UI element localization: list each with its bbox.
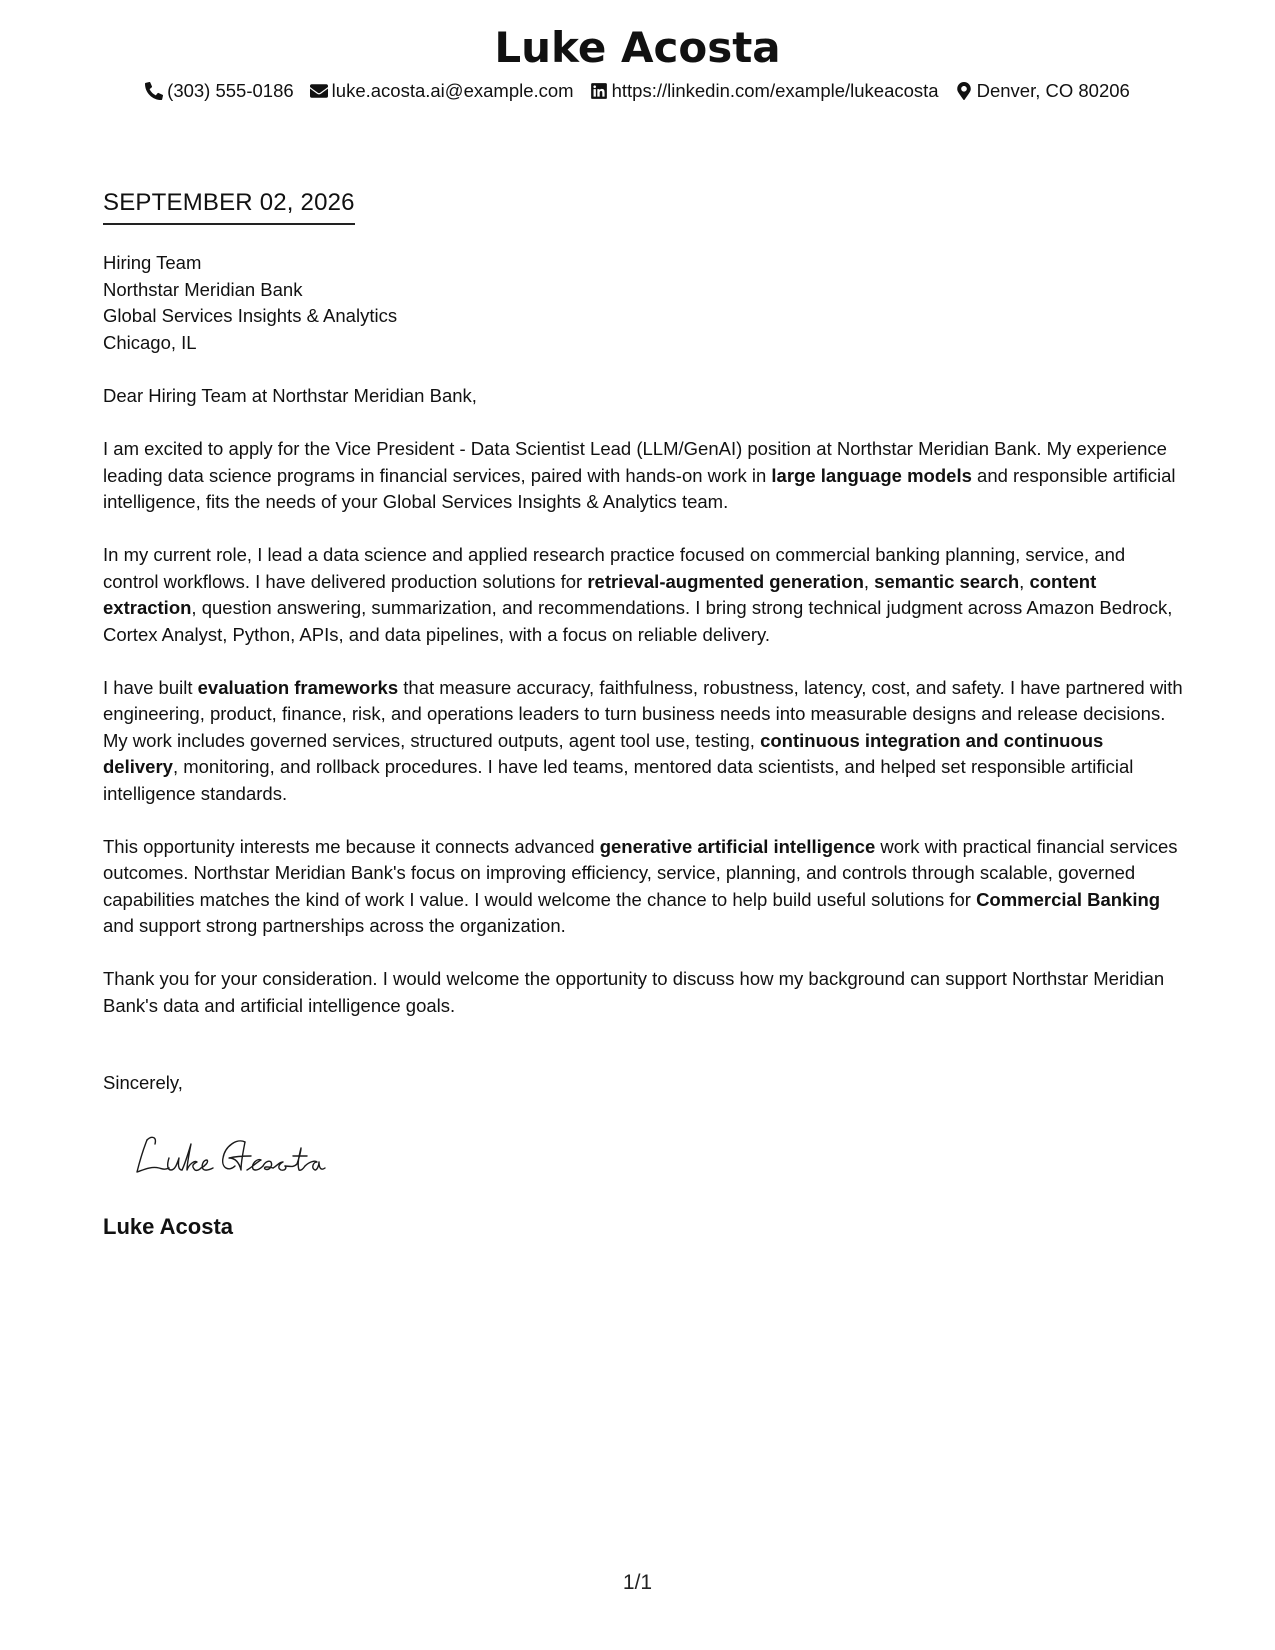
closing: Sincerely, [103,1072,183,1093]
phone-number: (303) 555-0186 [167,80,294,101]
bold-keyword: continuous integration and continuous delivery [103,729,1104,777]
text-run: , [863,570,875,592]
email-address: luke.acosta.ai@example.com [331,80,574,101]
text-run: and responsible artificial intelligence, fits the needs of your Global Services Insights & Analytics team. [103,464,1176,512]
bold-keyword: Commercial Banking [976,888,1161,910]
letter-body [103,383,1183,1046]
text-run: Thank you for your consideration. I would welcome the opportunity to discuss how my background can support Northstar Meridian Bank's data and artificial intelligence goals. [103,968,1165,1016]
text-run: and support strong partnerships across the organization. [103,915,566,936]
text-run: I am excited to apply for the Vice President - Data Scientist Lead (LLM/GenAI) position at Northstar Meridian Bank. My experience leading data science programs in financial services, paired with hands-on work in [103,438,1167,486]
text-run: work with practical financial services outcomes. Northstar Meridian Bank's focus on improving efficiency, service, planning, and controls through scalable, governed capabilities matches the kind of work I value. I would welcome the chance to help build useful solutions for [103,835,1178,910]
contact-email [310,78,574,104]
text-run: , question answering, summarization, and recommendations. I bring strong technical judgment across Amazon Bedrock, Cortex Analyst, Python, APIs, and data pipelines, with a focus on reliable delivery. [103,597,1173,645]
bold-keyword: retrieval-augmented generation [587,570,864,592]
envelope-icon [310,82,328,100]
applicant-name: Luke Acosta [494,23,781,72]
text-run: that measure accuracy, faithfulness, robustness, latency, cost, and safety. I have partnered with engineering, product, finance, risk, and operations leaders to turn business needs into measurable designs and release decisions. My work includes governed services, structured outputs, agent tool use, testing, [103,676,1183,751]
bold-keyword: evaluation frameworks [197,676,399,698]
recipient-line: Chicago, IL [103,331,197,353]
contact-linkedin [590,78,939,104]
map-marker-icon [955,82,973,100]
contact-phone [145,78,294,104]
contact-bar [0,78,1275,104]
body-paragraph-4 [103,834,1183,940]
phone-icon [145,82,163,100]
body-paragraph-5 [103,966,1183,1019]
recipient-line: Global Services Insights & Analytics [103,305,398,326]
letter-date: SEPTEMBER 02, 2026 [103,188,355,225]
recipient-block [103,250,397,356]
text-run: , monitoring, and rollback procedures. I have led teams, mentored data scientists, and helped set responsible artificial intelligence standards. [103,756,1134,804]
text-run: I have built [103,676,198,698]
linkedin-icon [590,82,608,100]
body-paragraph-3 [103,675,1183,808]
location-text: Denver, CO 80206 [976,80,1130,101]
body-paragraph-2 [103,542,1183,648]
bold-keyword: content extraction [103,570,1097,618]
bold-keyword: large language models [771,464,972,486]
linkedin-url: https://linkedin.com/example/lukeacosta [611,80,939,101]
text-run: This opportunity interests me because it connects advanced [103,835,600,857]
page-number: 1/1 [622,1571,653,1594]
text-run: , [1019,570,1030,592]
handwritten-signature [133,1126,333,1182]
bold-keyword: semantic search [874,570,1020,592]
body-paragraph-1 [103,436,1183,516]
contact-location [955,78,1130,104]
bold-keyword: generative artificial intelligence [599,835,876,857]
salutation: Dear Hiring Team at Northstar Meridian Bank, [103,385,477,406]
letter-date-block [103,188,355,225]
recipient-line: Hiring Team [103,252,202,273]
text-run: In my current role, I lead a data science and applied research practice focused on commercial banking planning, service, and control workflows. I have delivered production solutions for [103,544,1126,592]
recipient-line: Northstar Meridian Bank [103,278,303,300]
signer-name: Luke Acosta [103,1214,234,1239]
